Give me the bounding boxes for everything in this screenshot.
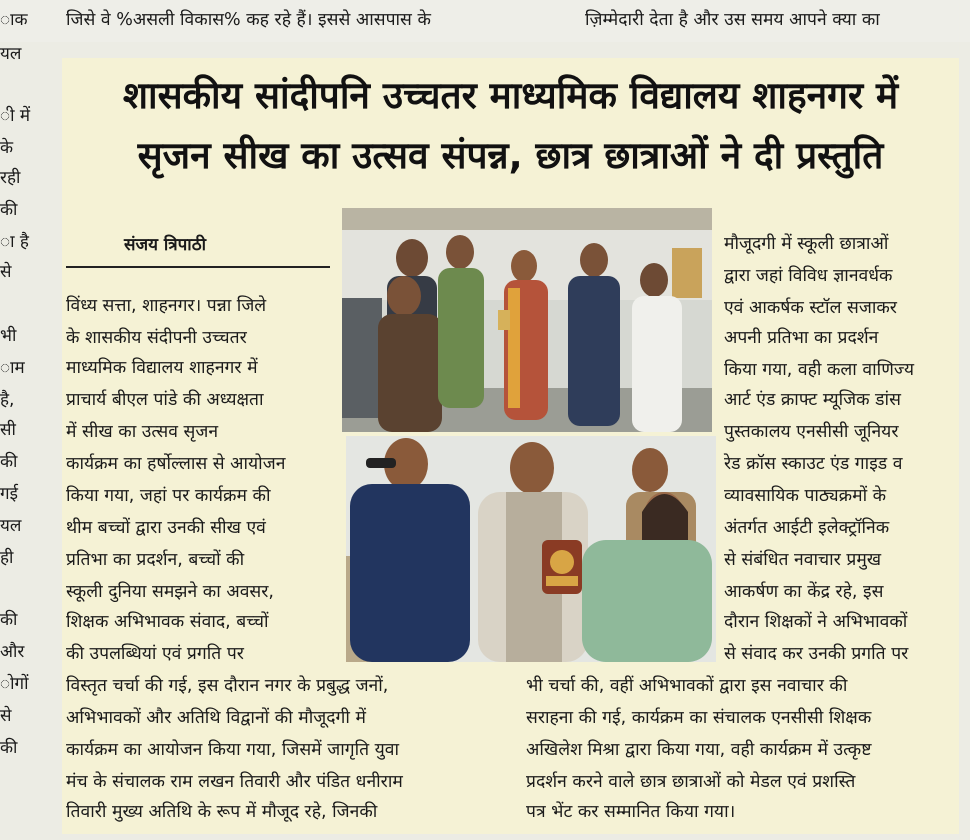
top-snippet-left: जिसे वे %असली विकास% कह रहे हैं। इससे आसपास के [66,10,431,30]
margin-fragment: की [0,610,18,630]
award-photo-illustration [346,436,716,662]
margin-fragment: गई [0,484,18,504]
margin-fragment: ही [0,548,14,568]
body-line: तिवारी मुख्य अतिथि के रूप में मौजूद रहे, जिनकी [66,802,378,822]
margin-fragment: से [0,706,12,726]
body-line: से संवाद कर उनकी प्रगति पर [724,644,909,664]
margin-fragment: की [0,452,18,472]
group-photo [342,208,712,432]
margin-fragment: है, [0,390,15,410]
body-line: की उपलब्धियां एवं प्रगति पर [66,644,244,664]
margin-fragment: ाक [0,10,28,30]
body-line: से संबंधित नवाचार प्रमुख [724,550,882,570]
body-line: सराहना की गई, कार्यक्रम का संचालक एनसीसी शिक्षक [526,708,872,728]
body-line: मौजूदगी में स्कूली छात्राओं [724,234,889,254]
headline-line-1: शासकीय सांदीपनि उच्चतर माध्यमिक विद्यालय शाहनगर में [122,74,899,117]
body-line: थीम बच्चों द्वारा उनकी सीख एवं [66,518,266,538]
group-photo-illustration [342,208,712,432]
headline-line-2: सृजन सीख का उत्सव संपन्न, छात्र छात्राओं ने दी प्रस्तुति [137,134,884,177]
previous-article-strip [0,0,970,42]
body-line: आर्ट एंड क्राफ्ट म्यूजिक डांस [724,390,901,410]
body-line: के शासकीय संदीपनी उच्चतर [66,328,247,348]
body-line: द्वारा जहां विविध ज्ञानवर्धक [724,266,893,286]
body-line: माध्यमिक विद्यालय शाहनगर में [66,358,258,378]
byline-rule [66,266,330,268]
body-line: एवं आकर्षक स्टॉल सजाकर [724,298,897,318]
margin-fragment: ोगों [0,674,29,694]
margin-fragment: भी [0,326,17,346]
body-line: प्रदर्शन करने वाले छात्र छात्राओं को मेडल एवं प्रशस्ति [526,772,856,792]
margin-fragment: से [0,262,12,282]
body-line: मंच के संचालक राम लखन तिवारी और पंडित धनीराम [66,772,403,792]
body-line: व्यावसायिक पाठ्यक्रमों के [724,486,887,506]
body-line: में सीख का उत्सव सृजन [66,422,219,442]
body-line: प्राचार्य बीएल पांडे की अध्यक्षता [66,390,264,410]
body-line: पत्र भेंट कर सम्मानित किया गया। [526,802,736,822]
body-line: रेड क्रॉस स्काउट एंड गाइड व [724,454,903,474]
body-line: अपनी प्रतिभा का प्रदर्शन [724,328,879,348]
body-line: अखिलेश मिश्रा द्वारा किया गया, वही कार्यक्रम में उत्कृष्ट [526,740,872,760]
top-snippet-right: ज़िम्मेदारी देता है और उस समय आपने क्या का [585,10,880,30]
margin-fragment: के [0,138,14,158]
margin-fragment: ी में [0,106,31,126]
body-line: विंध्य सत्ता, शाहनगर। पन्ना जिले [66,296,267,316]
body-line: दौरान शिक्षकों ने अभिभावकों [724,612,908,632]
body-line: अभिभावकों और अतिथि विद्वानों की मौजूदगी में [66,708,366,728]
body-line: अंतर्गत आईटी इलेक्ट्रॉनिक [724,518,890,538]
byline: संजय त्रिपाठी [123,235,206,255]
body-line: आकर्षण का केंद्र रहे, इस [724,582,884,602]
body-line: प्रतिभा का प्रदर्शन, बच्चों की [66,550,245,570]
margin-fragment: की [0,738,18,758]
margin-fragment: और [0,642,25,662]
margin-fragment: ाम [0,358,25,378]
body-line: शिक्षक अभिभावक संवाद, बच्चों [66,612,269,632]
body-line: कार्यक्रम का आयोजन किया गया, जिसमें जागृति युवा [66,740,400,760]
body-line: किया गया, वही कला वाणिज्य [724,360,915,380]
award-photo [346,436,716,662]
body-line: विस्तृत चर्चा की गई, इस दौरान नगर के प्रबुद्ध जनों, [66,676,389,696]
body-line: किया गया, जहां पर कार्यक्रम की [66,486,271,506]
body-line: भी चर्चा की, वहीं अभिभावकों द्वारा इस नवाचार की [526,676,848,696]
margin-fragment: सी [0,420,16,440]
body-line: कार्यक्रम का हर्षोल्लास से आयोजन [66,454,286,474]
body-line: स्कूली दुनिया समझने का अवसर, [66,582,274,602]
margin-fragment: यल [0,44,22,64]
margin-fragment: रही [0,168,21,188]
margin-fragment: यल [0,516,22,536]
body-line: पुस्तकालय एनसीसी जूनियर [724,422,899,442]
margin-fragment: की [0,200,18,220]
margin-fragment: ा है [0,232,29,252]
